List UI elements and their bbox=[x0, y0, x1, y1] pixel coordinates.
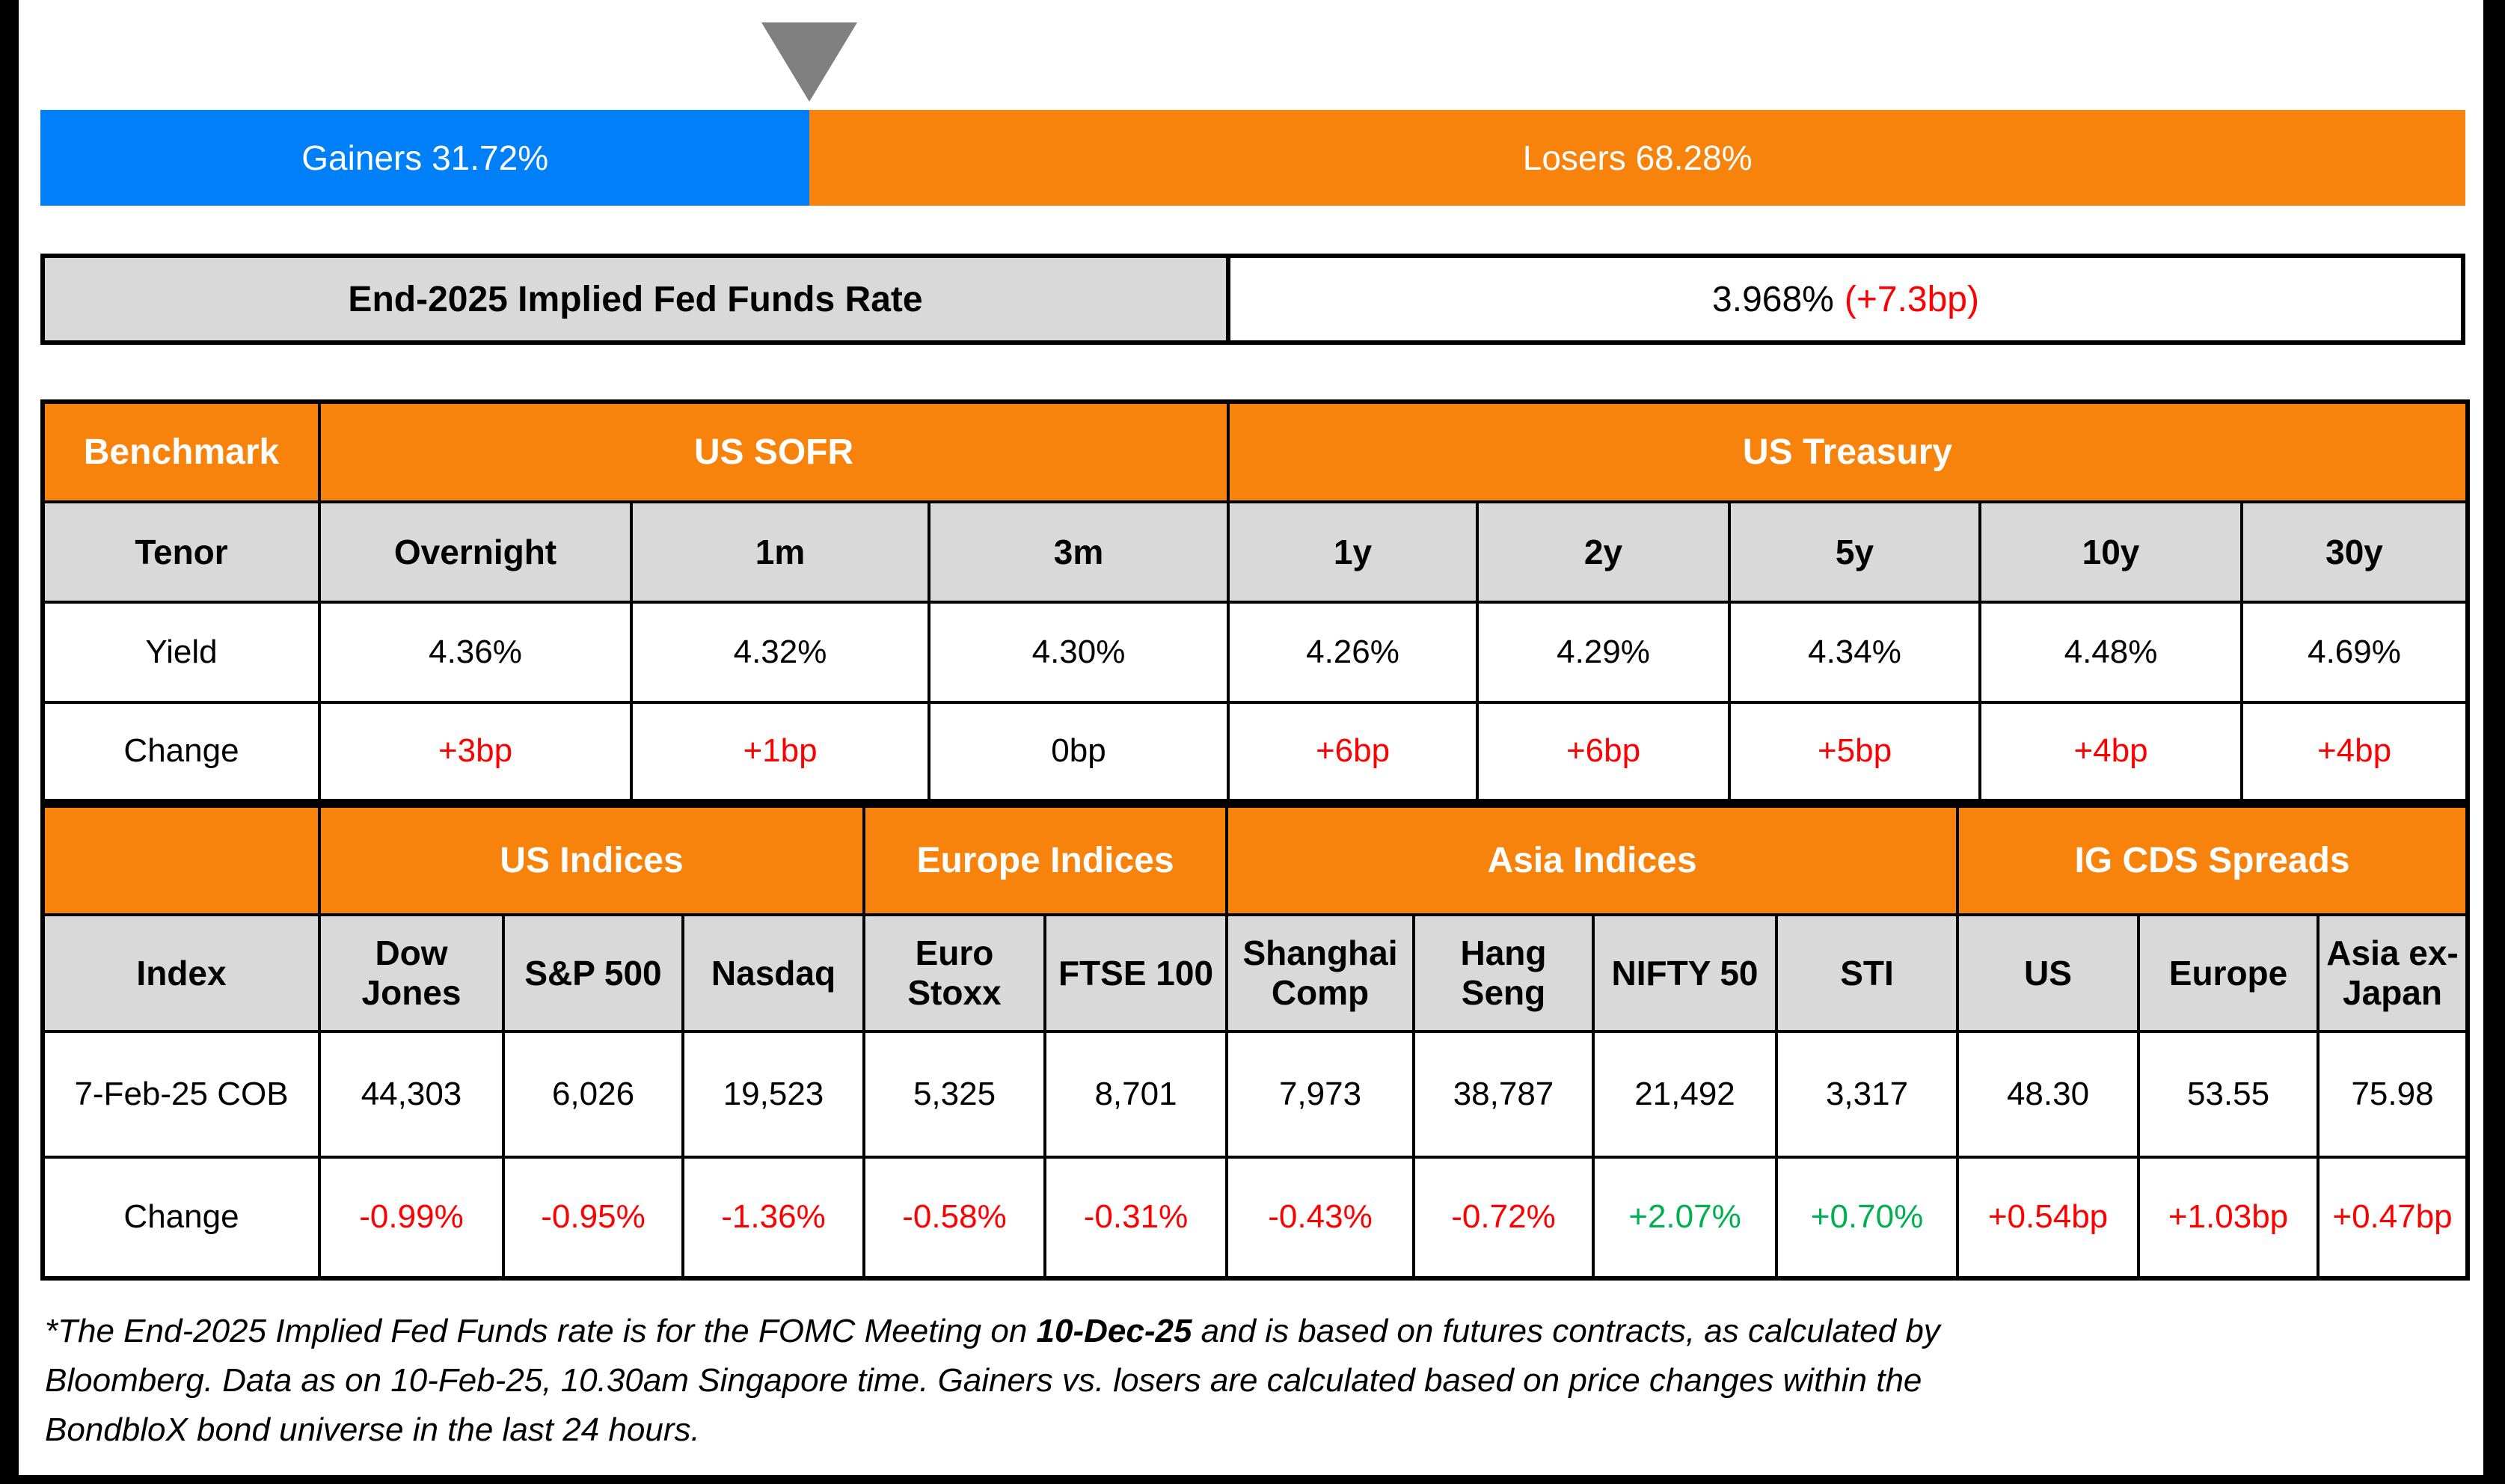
index-name-cell: US bbox=[1957, 915, 2138, 1031]
index-value-cell: 21,492 bbox=[1593, 1031, 1776, 1157]
yield-cell: 4.48% bbox=[1980, 602, 2242, 702]
fed-funds-value bbox=[1230, 258, 2461, 340]
index-name-cell: Hang Seng bbox=[1414, 915, 1593, 1031]
gainers-losers-bar bbox=[40, 110, 2465, 206]
index-value-cell: 48.30 bbox=[1957, 1031, 2138, 1157]
index-value-cell: 75.98 bbox=[2318, 1031, 2468, 1157]
gainers-label: Gainers 31.72% bbox=[301, 138, 549, 177]
index-name-cell: Euro Stoxx bbox=[864, 915, 1045, 1031]
index-value-cell: 38,787 bbox=[1414, 1031, 1593, 1157]
yield-cell: 4.69% bbox=[2242, 602, 2468, 702]
change-value: +0.54bp bbox=[1987, 1198, 2109, 1236]
change-value: +1.03bp bbox=[2168, 1198, 2289, 1236]
yield-cell: 4.29% bbox=[1477, 602, 1729, 702]
change-value: -0.99% bbox=[359, 1198, 464, 1236]
fed-funds-row bbox=[40, 254, 2465, 345]
change-value: +2.07% bbox=[1628, 1198, 1741, 1236]
change-value: +1bp bbox=[743, 732, 818, 770]
change-value: -0.72% bbox=[1451, 1198, 1556, 1236]
benchmark-table bbox=[40, 399, 2470, 803]
indices-table bbox=[40, 803, 2470, 1281]
change-value: +6bp bbox=[1315, 732, 1391, 770]
change-cell bbox=[929, 702, 1228, 801]
footnote-line-2: Bloomberg. Data as on 10-Feb-25, 10.30am Singapore time. Gainers vs. losers are calculated based on price changes within the bbox=[45, 1362, 1922, 1399]
footnote-line-1 bbox=[45, 1307, 1940, 1356]
index-value-cell: 7,973 bbox=[1227, 1031, 1414, 1157]
content-canvas bbox=[19, 0, 2483, 1475]
index-value-cell: 3,317 bbox=[1776, 1031, 1957, 1157]
yield-cell: 4.32% bbox=[631, 602, 929, 702]
change-value: +5bp bbox=[1817, 732, 1892, 770]
yield-row bbox=[43, 602, 2468, 702]
gainers-segment bbox=[40, 110, 809, 206]
benchmark-corner-cell: Benchmark bbox=[43, 402, 319, 502]
index-change-cell bbox=[1414, 1157, 1593, 1278]
tenor-cell: 1m bbox=[631, 502, 929, 602]
tenor-cell: 30y bbox=[2242, 502, 2468, 602]
index-name-cell: Europe bbox=[2138, 915, 2318, 1031]
tenor-cell: Overnight bbox=[319, 502, 631, 602]
change-value: +0.70% bbox=[1810, 1198, 1924, 1236]
change-label-cell: Change bbox=[43, 702, 319, 801]
index-name-row bbox=[43, 915, 2468, 1031]
date-label-cell: 7-Feb-25 COB bbox=[43, 1031, 319, 1157]
us-sofr-group-header: US SOFR bbox=[319, 402, 1228, 502]
index-change-cell bbox=[683, 1157, 864, 1278]
footnote-bold-date: 10-Dec-25 bbox=[1036, 1313, 1192, 1349]
index-value-cell: 5,325 bbox=[864, 1031, 1045, 1157]
change-label-cell: Change bbox=[43, 1157, 319, 1278]
yield-label-cell: Yield bbox=[43, 602, 319, 702]
index-change-cell bbox=[503, 1157, 683, 1278]
change-cell bbox=[1228, 702, 1477, 801]
footnote-line-3: BondbloX bond universe in the last 24 hours. bbox=[45, 1411, 700, 1448]
tables-stack bbox=[40, 399, 2465, 1281]
index-value-row bbox=[43, 1031, 2468, 1157]
tenor-cell: 10y bbox=[1980, 502, 2242, 602]
europe-indices-group-header: Europe Indices bbox=[864, 806, 1227, 915]
change-cell bbox=[1477, 702, 1729, 801]
index-name-cell: NIFTY 50 bbox=[1593, 915, 1776, 1031]
change-cell bbox=[631, 702, 929, 801]
yield-cell: 4.36% bbox=[319, 602, 631, 702]
index-name-cell: FTSE 100 bbox=[1045, 915, 1227, 1031]
index-name-cell: STI bbox=[1776, 915, 1957, 1031]
index-value-cell: 44,303 bbox=[319, 1031, 503, 1157]
change-value: +0.47bp bbox=[2332, 1198, 2453, 1236]
fed-funds-change: (+7.3bp) bbox=[1844, 279, 1979, 319]
change-value: 0bp bbox=[1051, 732, 1106, 770]
index-name-cell: Asia ex-Japan bbox=[2318, 915, 2468, 1031]
index-value-cell: 19,523 bbox=[683, 1031, 864, 1157]
us-treasury-group-header: US Treasury bbox=[1228, 402, 2468, 502]
change-value: -1.36% bbox=[721, 1198, 826, 1236]
us-indices-group-header: US Indices bbox=[319, 806, 864, 915]
change-cell bbox=[2242, 702, 2468, 801]
footnote bbox=[45, 1307, 1940, 1455]
losers-label: Losers 68.28% bbox=[1522, 138, 1753, 177]
tenor-cell: 3m bbox=[929, 502, 1228, 602]
marker-triangle-icon bbox=[761, 22, 857, 102]
benchmark-change-row bbox=[43, 702, 2468, 801]
tenor-label-cell: Tenor bbox=[43, 502, 319, 602]
asia-indices-group-header: Asia Indices bbox=[1227, 806, 1957, 915]
fed-funds-rate: 3.968% bbox=[1712, 279, 1834, 319]
benchmark-group-row bbox=[43, 402, 2468, 502]
indices-group-row bbox=[43, 806, 2468, 915]
index-value-cell: 6,026 bbox=[503, 1031, 683, 1157]
change-cell bbox=[319, 702, 631, 801]
index-value-cell: 53.55 bbox=[2138, 1031, 2318, 1157]
fed-funds-label: End-2025 Implied Fed Funds Rate bbox=[45, 258, 1230, 340]
change-value: -0.58% bbox=[902, 1198, 1007, 1236]
index-change-cell bbox=[864, 1157, 1045, 1278]
tenor-cell: 5y bbox=[1729, 502, 1980, 602]
index-change-cell bbox=[2138, 1157, 2318, 1278]
yield-cell: 4.30% bbox=[929, 602, 1228, 702]
index-name-cell: S&P 500 bbox=[503, 915, 683, 1031]
index-name-cell: Nasdaq bbox=[683, 915, 864, 1031]
index-value-cell: 8,701 bbox=[1045, 1031, 1227, 1157]
yield-cell: 4.26% bbox=[1228, 602, 1477, 702]
change-value: -0.95% bbox=[541, 1198, 646, 1236]
index-change-cell bbox=[1593, 1157, 1776, 1278]
change-value: -0.43% bbox=[1268, 1198, 1373, 1236]
change-value: -0.31% bbox=[1083, 1198, 1189, 1236]
change-value: +6bp bbox=[1566, 732, 1641, 770]
change-value: +4bp bbox=[2073, 732, 2148, 770]
losers-segment bbox=[809, 110, 2465, 206]
tenor-cell: 1y bbox=[1228, 502, 1477, 602]
index-change-cell bbox=[1045, 1157, 1227, 1278]
change-cell bbox=[1729, 702, 1980, 801]
footnote-text: *The End-2025 Implied Fed Funds rate is for the FOMC Meeting on bbox=[45, 1313, 1037, 1349]
index-change-cell bbox=[2318, 1157, 2468, 1278]
index-change-cell bbox=[1776, 1157, 1957, 1278]
yield-cell: 4.34% bbox=[1729, 602, 1980, 702]
tenor-row bbox=[43, 502, 2468, 602]
indices-change-row bbox=[43, 1157, 2468, 1278]
index-label-cell: Index bbox=[43, 915, 319, 1031]
index-change-cell bbox=[1227, 1157, 1414, 1278]
change-value: +3bp bbox=[438, 732, 513, 770]
ig-cds-group-header: IG CDS Spreads bbox=[1957, 806, 2468, 915]
change-value: +4bp bbox=[2317, 732, 2392, 770]
index-name-cell: Dow Jones bbox=[319, 915, 503, 1031]
footnote-text: and is based on futures contracts, as calculated by bbox=[1192, 1313, 1940, 1349]
change-cell bbox=[1980, 702, 2242, 801]
indices-corner-cell bbox=[43, 806, 319, 915]
index-name-cell: Shanghai Comp bbox=[1227, 915, 1414, 1031]
index-change-cell bbox=[319, 1157, 503, 1278]
tenor-cell: 2y bbox=[1477, 502, 1729, 602]
index-change-cell bbox=[1957, 1157, 2138, 1278]
